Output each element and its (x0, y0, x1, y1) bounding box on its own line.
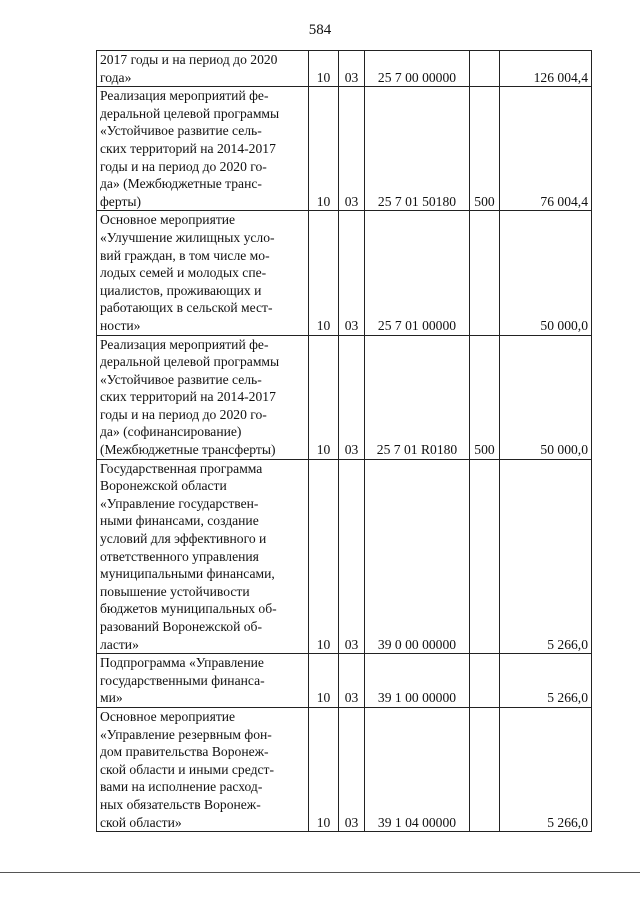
row-target-article: 39 1 00 00000 (365, 654, 470, 708)
row-expense-type: 500 (470, 87, 500, 211)
row-expense-type (470, 707, 500, 831)
table-row (97, 707, 592, 831)
row-section-code: 10 (309, 707, 339, 831)
row-section-code: 10 (309, 335, 339, 459)
row-amount: 5 266,0 (500, 707, 592, 831)
row-section-code: 10 (309, 51, 339, 87)
row-target-article: 25 7 01 50180 (365, 87, 470, 211)
table-row (97, 654, 592, 708)
table-row (97, 459, 592, 654)
table-row (97, 87, 592, 211)
row-target-article: 25 7 00 00000 (365, 51, 470, 87)
row-name: Государственная программа Воронежской области «Управление государствен- ными финансами, создание условий для эффективного и ответственного управления муниципальными финансами, повышение устойчивости бюджетов муниципальных об- разований Воронежской об- ласти» (97, 459, 309, 654)
row-subsection-code: 03 (339, 87, 365, 211)
row-name: Основное мероприятие «Управление резервным фон- дом правительства Воронеж- ской области и иными средст- вами на исполнение расход- ных обязательств Воронеж- ской области» (97, 707, 309, 831)
row-amount: 50 000,0 (500, 211, 592, 335)
table-row (97, 51, 592, 87)
table-row (97, 335, 592, 459)
row-amount: 76 004,4 (500, 87, 592, 211)
row-target-article: 25 7 01 R0180 (365, 335, 470, 459)
row-subsection-code: 03 (339, 211, 365, 335)
row-subsection-code: 03 (339, 654, 365, 708)
row-expense-type (470, 459, 500, 654)
table-row (97, 211, 592, 335)
row-target-article: 39 1 04 00000 (365, 707, 470, 831)
row-amount: 50 000,0 (500, 335, 592, 459)
row-expense-type (470, 654, 500, 708)
row-target-article: 25 7 01 00000 (365, 211, 470, 335)
row-subsection-code: 03 (339, 707, 365, 831)
page-bottom-divider (0, 872, 640, 873)
row-expense-type (470, 211, 500, 335)
row-subsection-code: 03 (339, 459, 365, 654)
row-name: Основное мероприятие «Улучшение жилищных усло- вий граждан, в том числе мо- лодых семей и молодых спе- циалистов, проживающих и работающих в сельской мест- ности» (97, 211, 309, 335)
row-name: Реализация мероприятий фе- деральной целевой программы «Устойчивое развитие сель- ских территорий на 2014-2017 годы и на период до 2020 го- да» (Межбюджетные транс- ферты) (97, 87, 309, 211)
row-expense-type (470, 51, 500, 87)
row-name: Реализация мероприятий фе- деральной целевой программы «Устойчивое развитие сель- ских территорий на 2014-2017 годы и на период до 2020 го- да» (софинансирование) (Межбюджетные трансферты) (97, 335, 309, 459)
row-subsection-code: 03 (339, 335, 365, 459)
row-section-code: 10 (309, 654, 339, 708)
row-name: 2017 годы и на период до 2020 года» (97, 51, 309, 87)
row-name: Подпрограмма «Управление государственными финанса- ми» (97, 654, 309, 708)
row-section-code: 10 (309, 211, 339, 335)
row-amount: 5 266,0 (500, 459, 592, 654)
budget-table (96, 50, 592, 832)
row-section-code: 10 (309, 87, 339, 211)
row-section-code: 10 (309, 459, 339, 654)
row-amount: 126 004,4 (500, 51, 592, 87)
row-target-article: 39 0 00 00000 (365, 459, 470, 654)
row-expense-type: 500 (470, 335, 500, 459)
row-subsection-code: 03 (339, 51, 365, 87)
row-amount: 5 266,0 (500, 654, 592, 708)
page-number: 584 (308, 22, 332, 38)
